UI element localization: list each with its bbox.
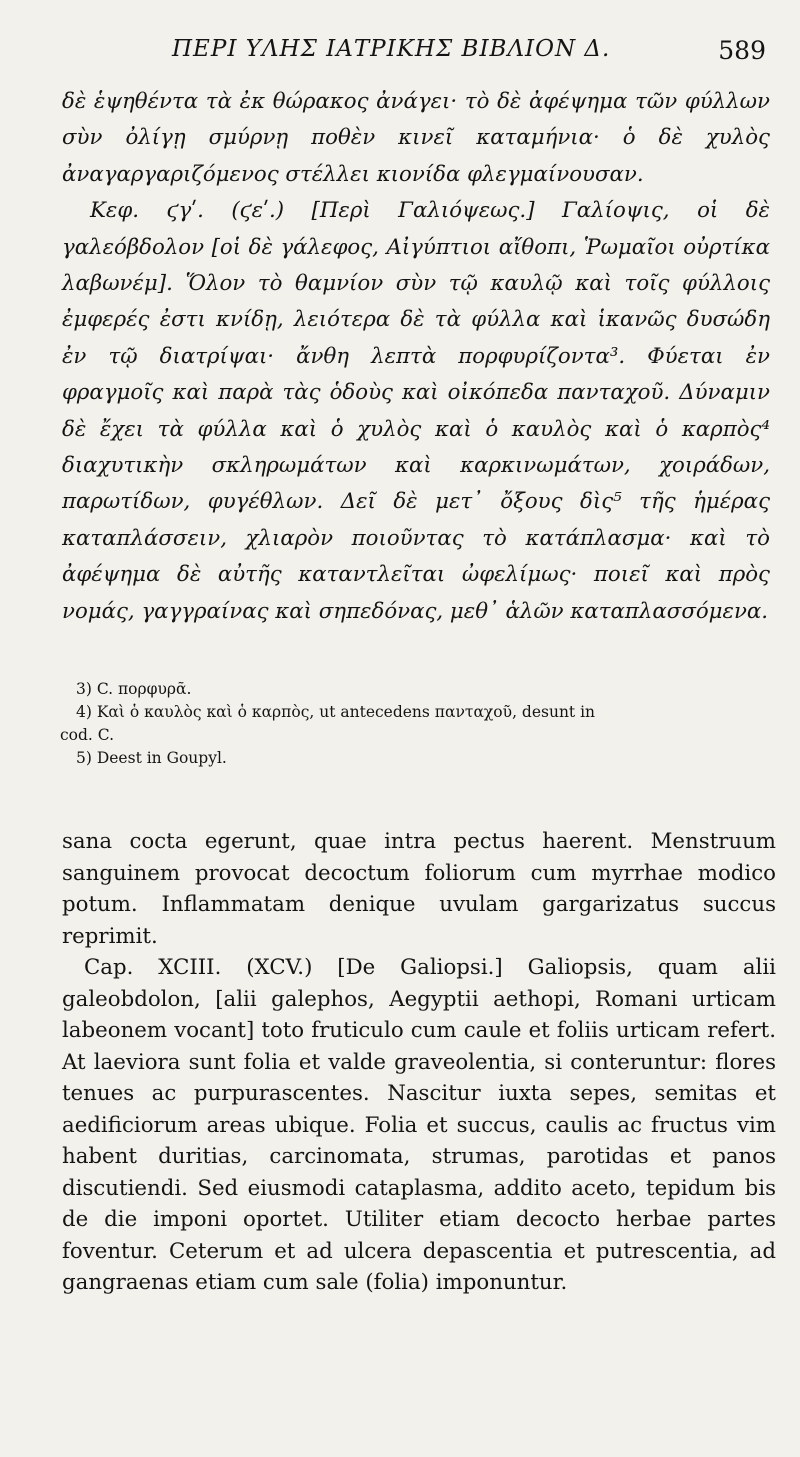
latin-paragraph: Cap. XCIII. (XCV.) [De Galiopsi.] Galiopsis, quam alii galeobdolon, [alii galephos, Aegyptii aethopi, Romani urticam labeonem vocant] toto fruticulo cum caule et foliis urticam refert. At laeviora sunt folia et valde graveolentia, si conteruntur: flores tenues ac purpurascentes. Nascitur iuxta sepes, semitas et aedificiorum areas ubique. Folia et succus, caulis ac fructus vim habent duritias, carcinomata, strumas, parotidas et panos discutiendi. Sed eiusmodi cataplasma, addito aceto, tepidum bis de die imponi oportet. Utiliter etiam decocto herbae partes foventur. Ceterum et ad ulcera depascentia et putrescentia, ad gangraenas etiam cum sale (folia) imponuntur. [62,955,776,1295]
footnote: cod. C. [60,726,115,744]
page-header [62,36,770,76]
greek-text-block [62,84,770,630]
footnote: 5) Deest in Goupyl. [76,749,227,767]
footnote: 4) Καὶ ὁ καυλὸς καὶ ὁ καρπὸς, ut antecedens πανταχοῦ, desunt in [76,703,596,721]
page-number: 589 [718,36,766,65]
running-title: ΠΕΡΙ ΥΛΗΣ ΙΑΤΡΙΚΗΣ ΒΙΒΛΙΟΝ Δ. [172,36,611,62]
greek-paragraph: δὲ ἑψηθέντα τὰ ἐκ θώρακος ἀνάγει· τὸ δὲ ἀφέψημα τῶν φύλλων σὺν ὀλίγῃ σμύρνῃ ποθὲν κινεῖ καταμήνια· ὁ δὲ χυλὸς ἀναγαργαριζόμενος στέλλει κιονίδα φλεγμαίνουσαν. [62,89,770,187]
footnotes [60,678,770,770]
greek-paragraph: Κεφ. ϛγʹ. (ϛεʹ.) [Περὶ Γαλιόψεως.] Γαλίοψις, οἱ δὲ γαλεόβδολον [οἱ δὲ γάλεφος, Αἰγύπτιοι αἴθοπι, Ῥωμαῖοι οὐρτίκα λαβωνέμ]. Ὅλον τὸ θαμνίον σὺν τῷ καυλῷ καὶ τοῖς φύλλοις ἐμφερές ἐστι κνίδῃ, λειότερα δὲ τὰ φύλλα καὶ ἱκανῶς δυσώδη ἐν τῷ διατρίψαι· ἄνθη λεπτὰ πορφυρίζοντα³. Φύεται ἐν φραγμοῖς καὶ παρὰ τὰς ὁδοὺς καὶ οἰκόπεδα πανταχοῦ. Δύναμιν δὲ ἔχει τὰ φύλλα καὶ ὁ χυλὸς καὶ ὁ καυλὸς καὶ ὁ καρπὸς⁴ διαχυτικὴν σκληρωμάτων καὶ καρκινωμάτων, χοιράδων, παρωτίδων, φυγέθλων. Δεῖ δὲ μετ᾽ ὄξους δὶς⁵ τῆς ἡμέρας καταπλάσσειν, χλιαρὸν ποιοῦντας τὸ κατάπλασμα· καὶ τὸ ἀφέψημα δὲ αὐτῆς καταντλεῖται ὠφελίμως· ποιεῖ καὶ πρὸς νομάς, γαγγραίνας καὶ σηπεδόνας, μεθ᾽ ἁλῶν καταπλασσόμενα. [62,198,770,624]
latin-text-block [62,826,776,1299]
footnote: 3) C. πορφυρᾶ. [76,680,192,698]
latin-paragraph: sana cocta egerunt, quae intra pectus haerent. Menstruum sanguinem provocat decoctum foliorum cum myrrhae modico potum. Inflammatam denique uvulam gargarizatus succus reprimit. [62,829,776,949]
